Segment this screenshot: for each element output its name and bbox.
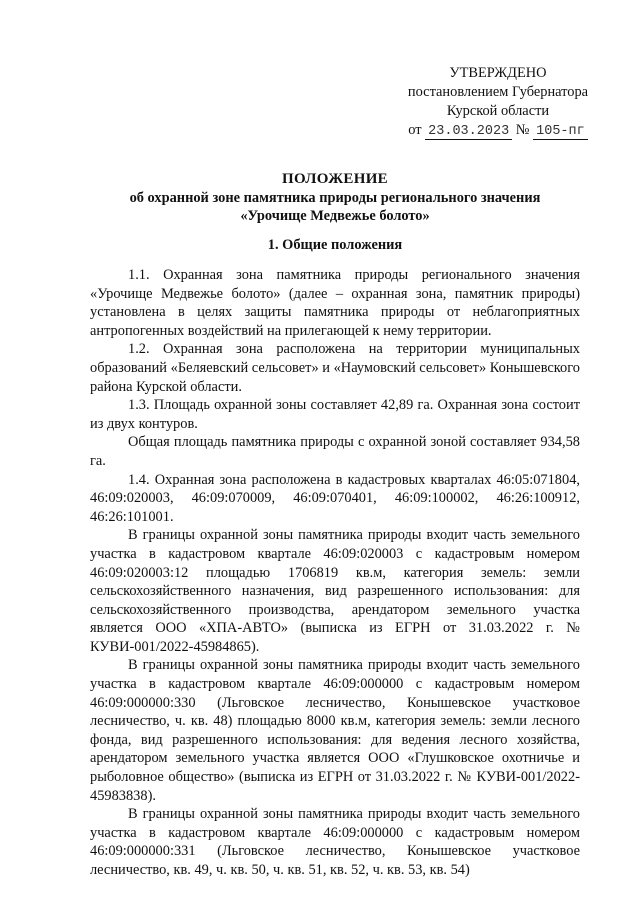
- paragraph: В границы охранной зоны памятника природы входит часть земельного участка в кадастровом квартале 46:09:000000 с кадастровым номером 46:09:000000:331 (Льговское лесничество, Конышевское участковое лесничество, кв. 49, ч. кв. 50, ч. кв. 51, кв. 52, ч. кв. 53, кв. 54): [90, 806, 580, 878]
- paragraph: 1.1. Охранная зона памятника природы регионального значения «Урочище Медвежье болото» (далее – охранная зона, памятник природы) установлена в целях защиты памятника природы от неблагоприятных антропогенных воздействий на прилегающей к нему территории.: [90, 267, 580, 339]
- paragraph: 1.2. Охранная зона расположена на территории муниципальных образований «Беляевский сельсовет» и «Наумовский сельсовет» Конышевского района Курской области.: [90, 341, 580, 395]
- paragraph: Общая площадь памятника природы с охранной зоной составляет 934,58 га.: [90, 434, 580, 469]
- approval-region: Курской области: [446, 103, 550, 119]
- approval-date: 23.03.2023: [425, 124, 512, 140]
- approval-number: 105-пг: [533, 124, 588, 140]
- document-subtitle: об охранной зоне памятника природы регионального значения: [129, 189, 541, 206]
- approval-block: [388, 64, 608, 141]
- approval-authority: постановлением Губернатора: [407, 84, 589, 100]
- approval-date-number: [388, 121, 608, 141]
- document-body: [90, 266, 580, 880]
- document-heading: [90, 170, 580, 226]
- paragraph: В границы охранной зоны памятника природы входит часть земельного участка в кадастровом квартале 46:09:020003 с кадастровым номером 46:09:020003:12 площадью 1706819 кв.м, категория земель: земли сельскохозяйственного назначения, вид разрешенного использования: для сельскохозяйственного производства, арендатором земельного участка является ООО «ХПА-АВТО» (выписка из ЕГРН от 31.03.2022 г. № КУВИ-001/2022-45984865).: [90, 527, 580, 655]
- section-title: 1. Общие положения: [267, 237, 403, 253]
- approval-title: УТВЕРЖДЕНО: [449, 65, 547, 81]
- number-prefix: №: [515, 122, 530, 138]
- paragraph: 1.3. Площадь охранной зоны составляет 42,89 га. Охранная зона состоит из двух контуров.: [90, 397, 580, 432]
- date-prefix: от: [408, 122, 422, 138]
- paragraph: 1.4. Охранная зона расположена в кадастровых кварталах 46:05:071804, 46:09:020003, 46:09:070009, 46:09:070401, 46:09:100002, 46:26:100912, 46:26:101001.: [90, 471, 580, 525]
- document-subject: «Урочище Медвежье болото»: [240, 208, 430, 224]
- document-title: ПОЛОЖЕНИЕ: [282, 171, 388, 187]
- paragraph: В границы охранной зоны памятника природы входит часть земельного участка в кадастровом квартале 46:09:000000 с кадастровым номером 46:09:000000:330 (Льговское лесничество, Конышевское участковое лесничество, ч. кв. 48) площадью 8000 кв.м, категория земель: земли лесного фонда, вид разрешенного использования: для ведения лесного хозяйства, арендатором земельного участка является ООО «Глушковское охотничье и рыболовное общество» (выписка из ЕГРН от 31.03.2022 г. № КУВИ-001/2022-45983838).: [90, 657, 580, 804]
